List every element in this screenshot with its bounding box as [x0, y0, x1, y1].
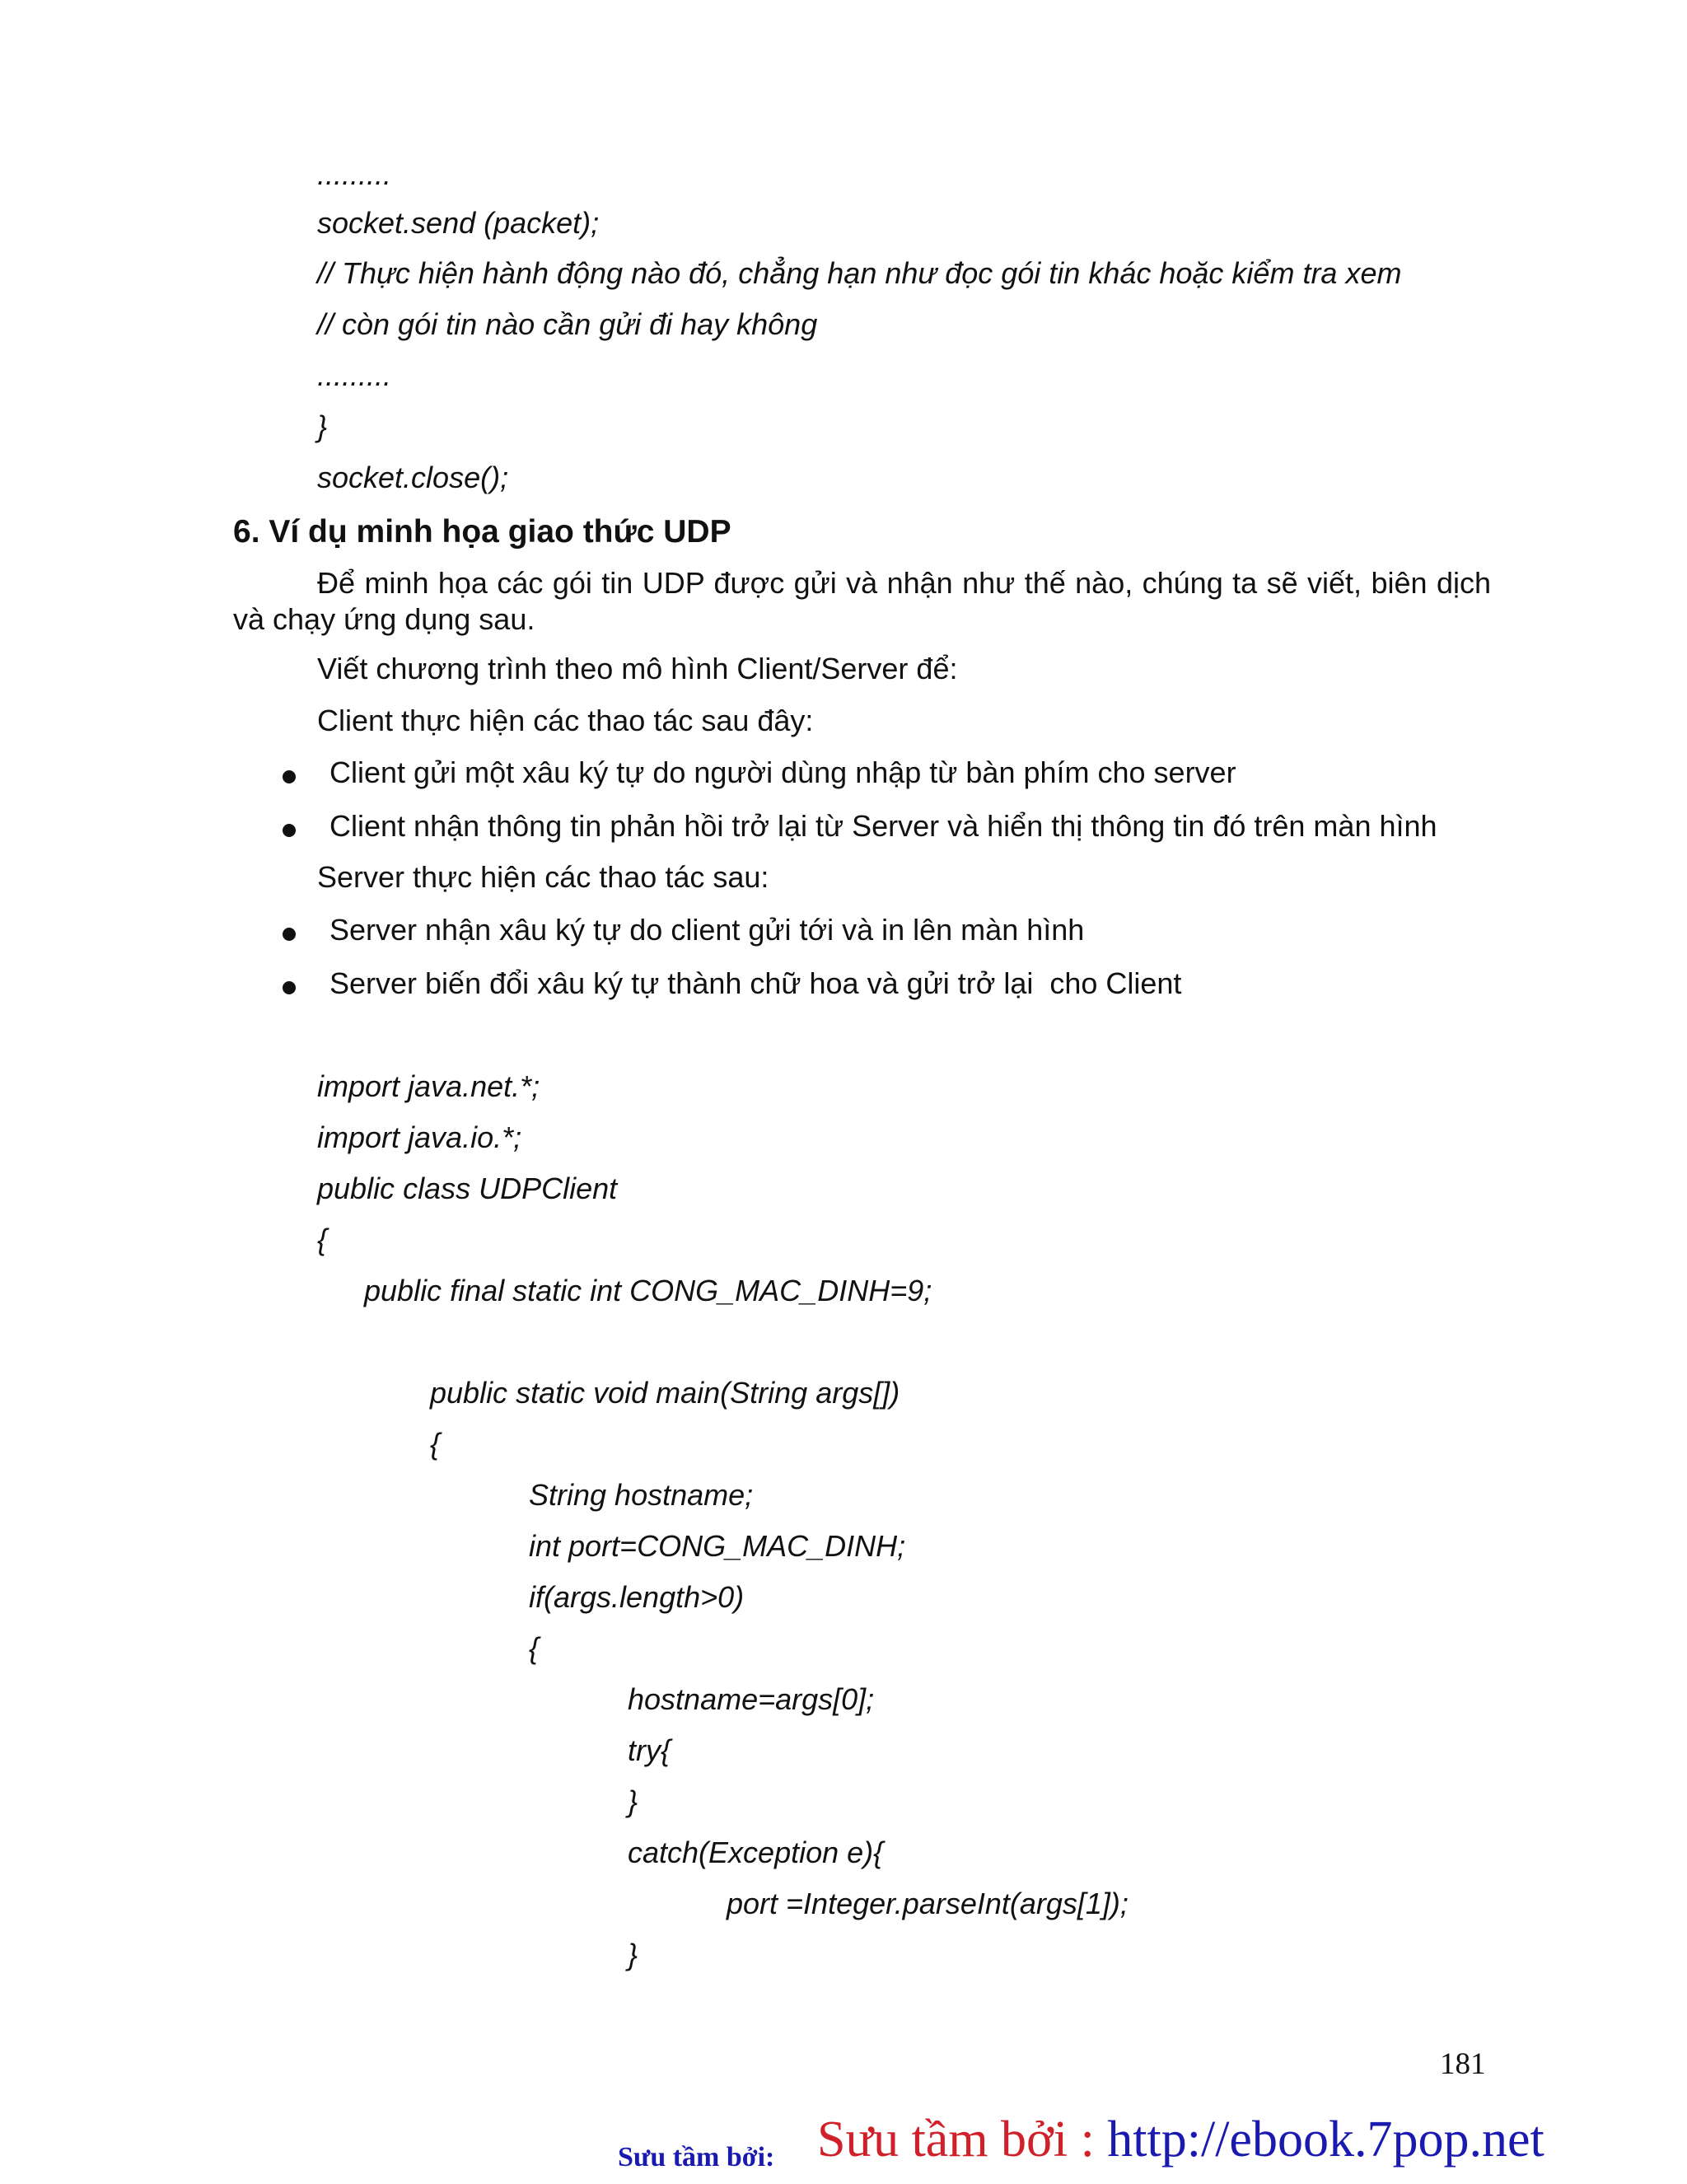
- bullet-icon: [283, 770, 296, 783]
- code-line: import java.io.*;: [317, 1120, 522, 1154]
- watermark-label: Sưu tầm bởi :: [817, 2112, 1108, 2168]
- server-intro: Server thực hiện các thao tác sau:: [317, 860, 769, 894]
- list-item: Server nhận xâu ký tự do client gửi tới và in lên màn hình: [329, 913, 1085, 947]
- code-line: if(args.length>0): [529, 1580, 745, 1614]
- code-line: int port=CONG_MAC_DINH;: [529, 1529, 906, 1563]
- page-number: 181: [1440, 2047, 1486, 2081]
- code-line: hostname=args[0];: [628, 1682, 875, 1716]
- code-comment: // Thực hiện hành động nào đó, chẳng hạn như đọc gói tin khác hoặc kiểm tra xem: [317, 256, 1402, 290]
- bullet-icon: [283, 824, 296, 837]
- bullet-icon: [283, 928, 296, 941]
- intro-paragraph: Để minh họa các gói tin UDP được gửi và nhận như thế nào, chúng ta sẽ viết, biên dịch và chạy ứng dụng sau.: [233, 566, 1491, 636]
- code-ellipsis: .........: [317, 157, 392, 191]
- list-item: Client nhận thông tin phản hồi trở lại từ Server và hiển thị thông tin đó trên màn hình: [329, 809, 1437, 843]
- code-line: String hostname;: [529, 1478, 754, 1512]
- section-heading: 6. Ví dụ minh họa giao thức UDP: [233, 514, 731, 550]
- code-line: catch(Exception e){: [628, 1836, 884, 1869]
- code-line: }: [628, 1938, 638, 1971]
- list-item: Server biến đổi xâu ký tự thành chữ hoa và gửi trở lại cho Client: [329, 966, 1182, 1000]
- bullet-icon: [283, 981, 296, 994]
- code-ellipsis: .........: [317, 358, 392, 392]
- watermark-banner: [817, 2111, 1544, 2168]
- code-line: }: [628, 1784, 638, 1818]
- watermark-small: Sưu tầm bởi:: [618, 2142, 775, 2172]
- list-item: Client gửi một xâu ký tự do người dùng nhập từ bàn phím cho server: [329, 755, 1236, 789]
- watermark-url: http://ebook.7pop.net: [1107, 2112, 1544, 2168]
- code-line: import java.net.*;: [317, 1069, 540, 1103]
- code-line: port =Integer.parseInt(args[1]);: [727, 1887, 1129, 1920]
- code-line: try{: [628, 1733, 671, 1767]
- client-intro: Client thực hiện các thao tác sau đây:: [317, 704, 814, 737]
- code-line: {: [430, 1427, 441, 1461]
- code-line: }: [317, 409, 328, 443]
- code-line: socket.close();: [317, 461, 509, 494]
- task-line: Viết chương trình theo mô hình Client/Server để:: [317, 652, 958, 685]
- code-line: public static void main(String args[]): [430, 1376, 900, 1410]
- code-line: public final static int CONG_MAC_DINH=9;: [364, 1274, 932, 1307]
- code-line: {: [529, 1631, 540, 1665]
- code-line: socket.send (packet);: [317, 206, 600, 240]
- code-line: public class UDPClient: [317, 1172, 618, 1205]
- code-comment: // còn gói tin nào cần gửi đi hay không: [317, 307, 818, 341]
- code-line: {: [317, 1223, 328, 1256]
